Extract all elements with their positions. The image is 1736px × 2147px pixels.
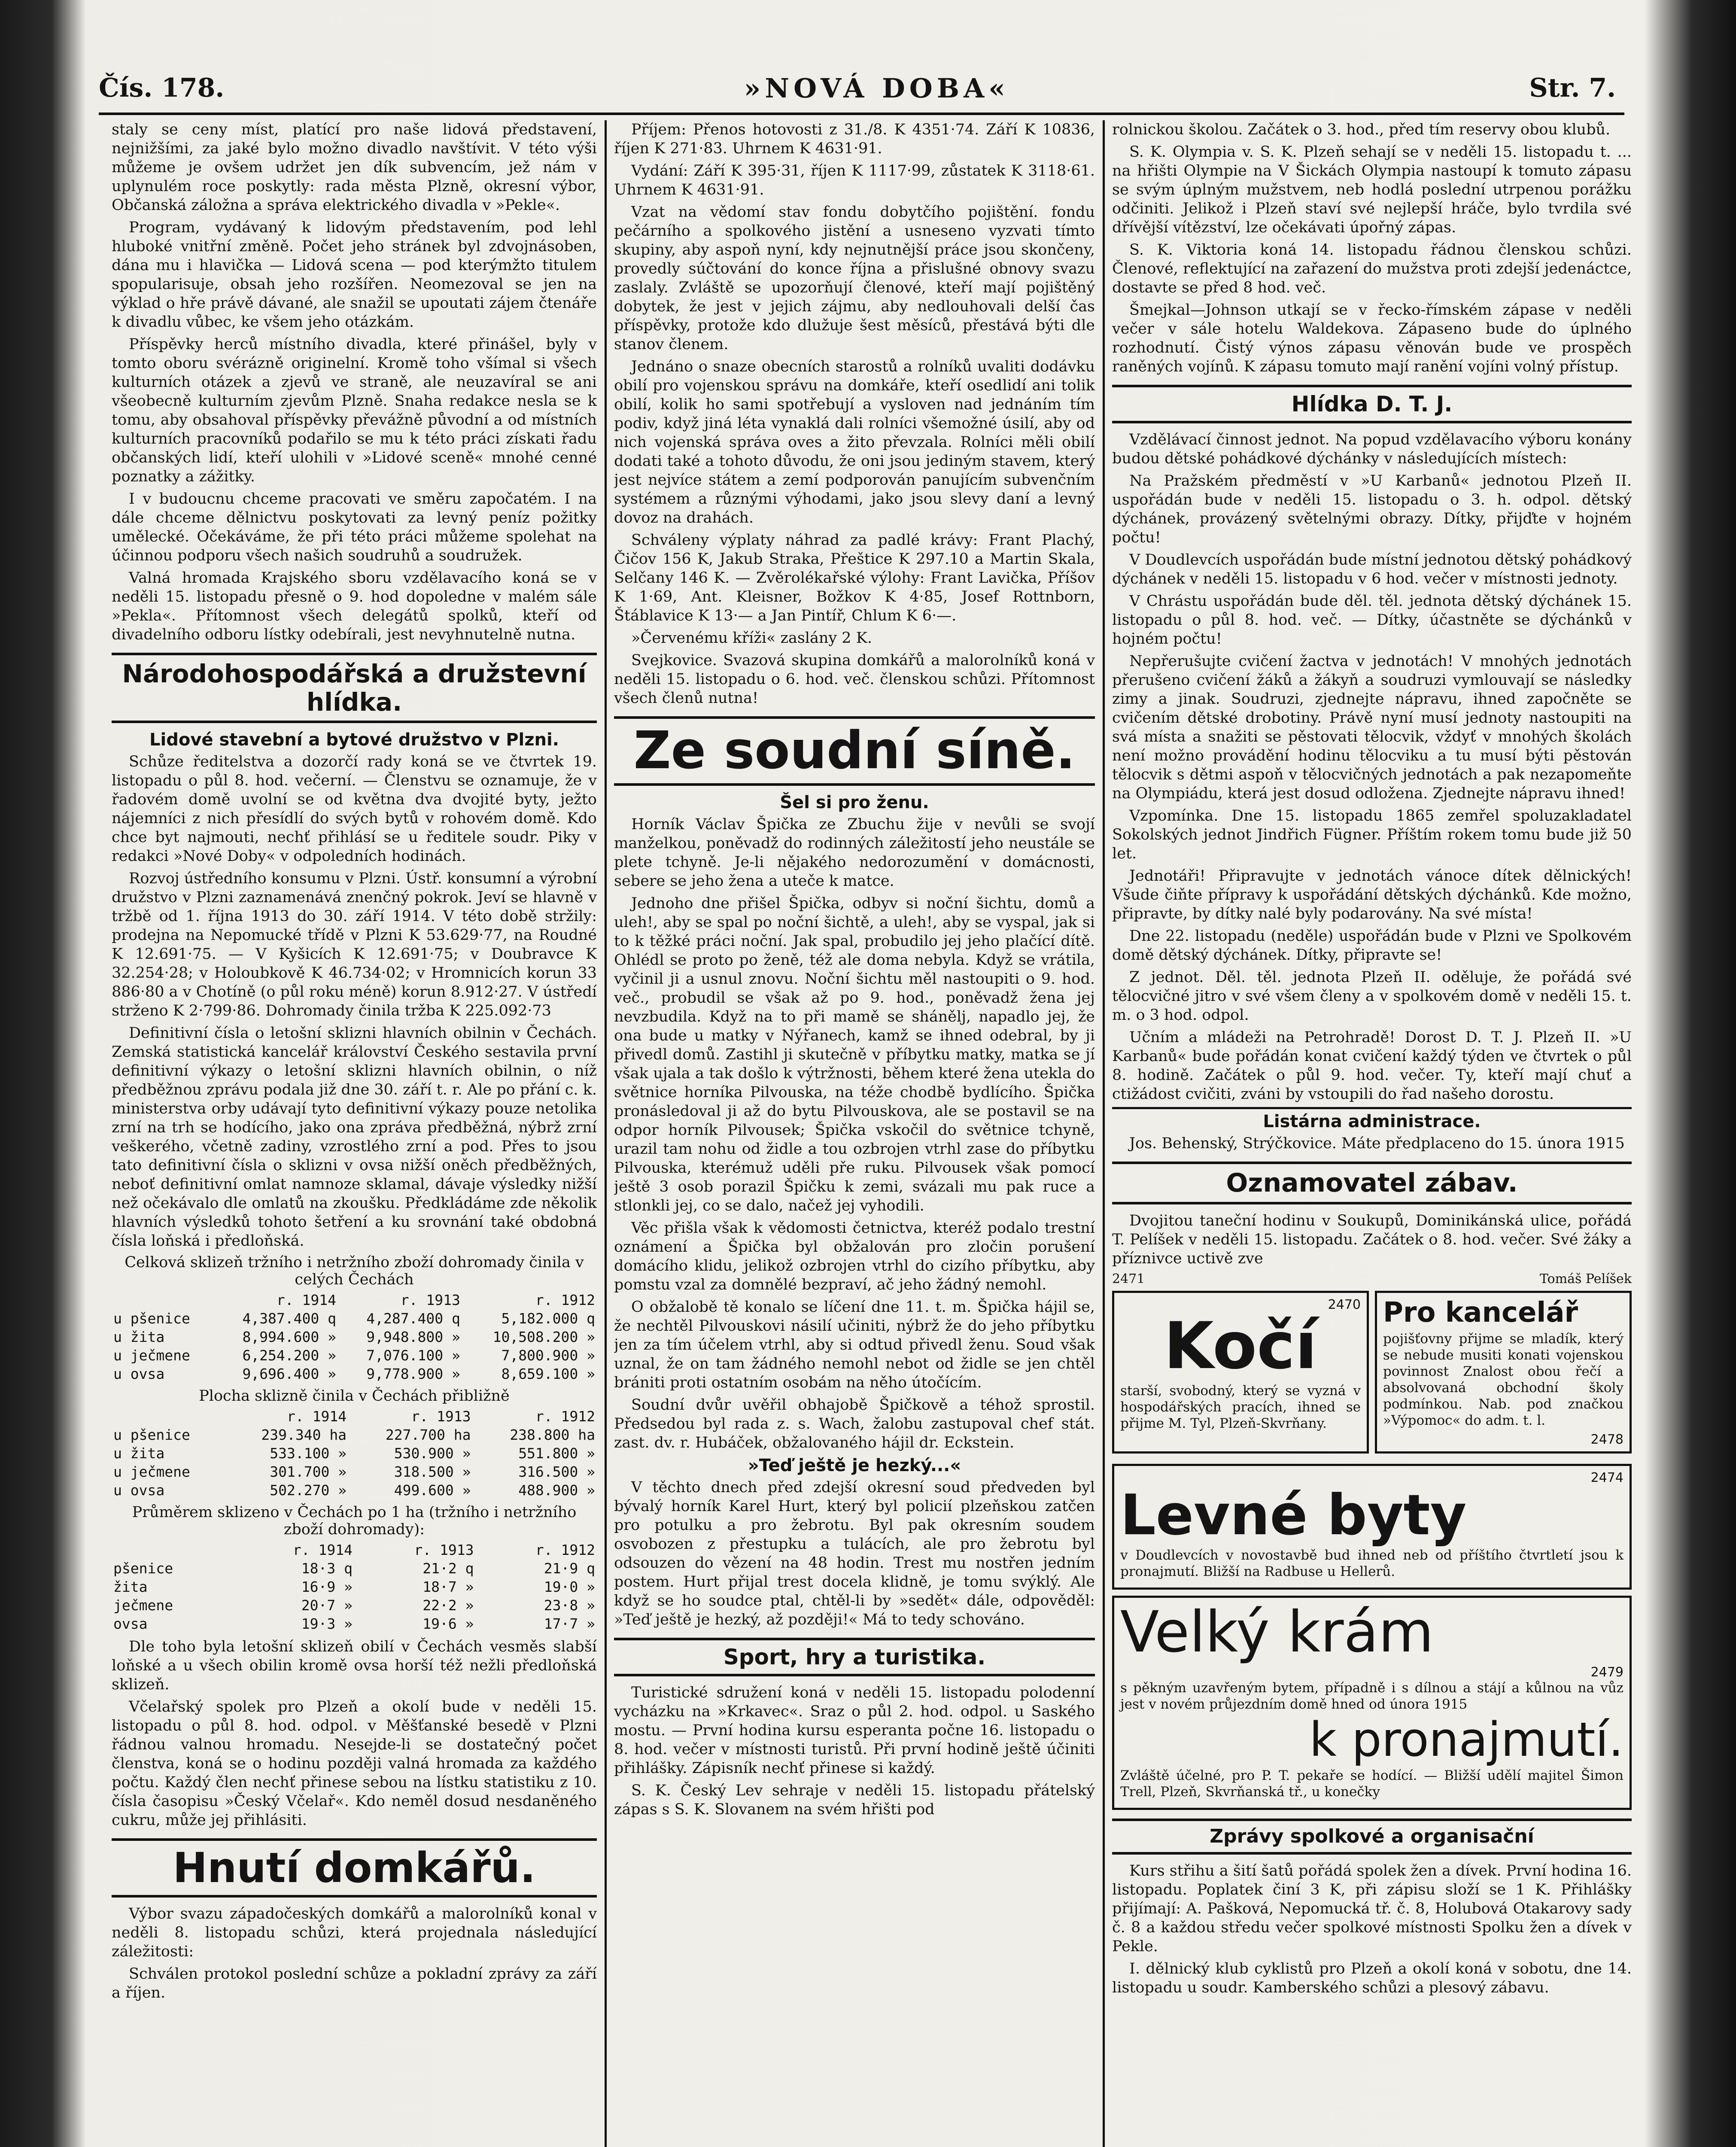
article-paragraph: Program, vydávaný k lidovým představením, pod lehl hluboké vnitřní změně. Počet jeho stránek byl zdvojnásoben, dána mu i hlavička — Lidová scena — pod kterýmžto titulem spopularisuje, obsah jeho rozšířen. Neomezoval se jen na výklad o hře právě dávané, ale snažil se upoutati zájem čtenáře k divadlu vůbec, ke všem jeho otázkám. (112, 219, 597, 331)
ad-number: 2478 (1590, 1432, 1624, 1447)
table-cell: r. 1914 (276, 1292, 336, 1308)
ad-signature: Tomáš Pelíšek (1539, 1271, 1632, 1286)
article-paragraph: Schválen protokol poslední schůze a pokladní zprávy za září a říjen. (112, 1965, 597, 2001)
article-paragraph: Včelařský spolek pro Plzeň a okolí bude v neděli 15. listopadu o půl 8. hod. odpol. v Měšťanské besedě v Plzni řádnou valnou hromadu. Nesejde-li se dostatečný počet členstva, koná se o hodinu později valná hromada za každého počtu. Každý člen nechť přinese sebou na lístku statistiku z 10. čísla časopisu »Český Včelař«. Kdo neměl dosud nesdaněného cukru, může jej přihlásiti. (112, 1698, 597, 1829)
table-cell: u ječmene (113, 1463, 190, 1480)
ad-title: Levné byty (1120, 1482, 1467, 1548)
table-cell: 16·9 » (301, 1578, 353, 1595)
table-cell: r. 1913 (400, 1292, 460, 1308)
article-paragraph: Šmejkal—Johnson utkají se v řecko-římském zápase v neděli večer v sále hotelu Waldekova. Zápaseno bude do úplného rozhodnutí. Čistý výnos zápasu věnován bude ve prospěch raněných vojínů. K zápasu tomuto mají ranění vojíni volný přístup. (1112, 301, 1632, 375)
table-row (112, 1463, 597, 1481)
table-cell: 10,508.200 » (493, 1329, 595, 1345)
column-divider-1 (605, 120, 607, 2147)
table-cell: u ovsa (113, 1482, 165, 1499)
table-cell: 21·2 q (423, 1560, 474, 1577)
article-paragraph: Učním a mládeži na Petrohradě! Dorost D. T. J. Plzeň II. »U Karbanů« bude pořádán konat cvičení každý týden ve čtvrtek o půl 8. hodině. Začátek o půl 9. hod. večer. Ty, kteří mají chuť a ctižádost cvičiti, zváni by vstoupili do řad našeho dorostu. (1112, 1029, 1632, 1103)
table-cell: 7,800.900 » (501, 1347, 595, 1364)
table-cell: 19·0 » (544, 1578, 595, 1595)
table-cell: 19·3 » (301, 1615, 353, 1632)
table-cell: ječmene (113, 1597, 173, 1614)
ad-title: Pro kancelář (1383, 1297, 1578, 1329)
table-cell: r. 1912 (535, 1408, 595, 1425)
ad-number: 2470 (1328, 1297, 1361, 1312)
table-cell: r. 1912 (535, 1542, 595, 1558)
table-cell: 4,387.400 q (242, 1310, 336, 1327)
article-paragraph: Výbor svazu západočeských domkářů a malorolníků konal v neděli 8. listopadu schůzi, která projednala následující záležitosti: (112, 1905, 597, 1960)
article-paragraph: Svejkovice. Svazová skupina domkářů a malorolníků koná v neděli 15. listopadu o 6. hod. več. členskou schůzi. Přítomnost všech členů nutna! (614, 652, 1095, 707)
article-paragraph: O obžalobě tě konalo se líčení dne 11. t. m. Špička hájil se, že nechtěl Pilvouskovi násilí učiniti, nýbrž že do jeho příbytku jen za tím účelem vtrhl, aby si odtud přivedl ženu. Soud však uznal, že on tam žádného nemohl nebot od židle se jen chtěl brániti proti ostatním osobám na něho útočícím. (614, 1299, 1095, 1391)
ad-text: s pěkným uzavřeným bytem, případně i s dílnou a stájí a kůlnou na vůz jest v novém průjezdním domě hned od února 1915 (1120, 1680, 1624, 1712)
table-cell: 6,254.200 » (242, 1347, 336, 1364)
article-paragraph: I v budoucnu chceme pracovati ve směru započatém. I na dále chceme dělnictvu poskytovati za levný peníz požitky umělecké. Očekáváme, že při této práci můžeme spolehat na účinnou podporu všech našich soudruhů a soudružek. (112, 490, 597, 564)
table-row (112, 1365, 597, 1383)
article-paragraph: Valná hromada Krajského sboru vzdělavacího koná se v neděli 15. listopadu přesně o 9. hod dopoledne v malém sále »Pekla«. Přítomnost všech delegátů spolků, kteří od divadelního odboru lístky odebírali, jest nevyhnutelně nutna. (112, 569, 597, 643)
table-cell: 9,778.900 » (366, 1365, 460, 1382)
table-title: Plocha sklizně činila v Čechách přibližně (199, 1387, 510, 1405)
table-cell: 318.500 » (394, 1463, 471, 1480)
article-paragraph: »Červenému kříži« zaslány 2 K. (631, 630, 872, 647)
article-paragraph: Dle toho byla letošní sklizeň obilí v Čechách vesměs slabší loňské a u všech obilin kromě ovsa horší též nežli předloňská sklizeň. (112, 1638, 597, 1693)
article-paragraph: Vzat na vědomí stav fondu dobytčího pojištění. fondu pečárního a spolkového jistění a usneseno vyzvati tímto skupiny, aby aspoň nyní, kdy nejnutnější práce jsou skončeny, provedly súčtování do konce října a přislušné obnovy svazu zaslaly. Zvláště se upozorňují členové, kteří mají pojištěný dobytek, že jest v jejich zájmu, aby nedlouhovali delší čas příspěvky, protože kdo dlužuje šest měsíců, přestává býti dle stanov členem. (614, 204, 1095, 353)
article-paragraph: Dne 22. listopadu (neděle) uspořádán bude v Plzni ve Spolkovém domě dětský dýchánek. Dítky, připravte se! (1112, 928, 1632, 964)
table-cell: 530.900 » (394, 1445, 471, 1462)
article-paragraph: Jednáno o snaze obecních starostů a rolníků uvaliti dodávku obilí pro vojenskou správu na domkáře, kteří osedlidí ani tolik obilí, kolik ho sami spotřebují a vysloven nad jednáním tím podiv, když jiná léta vynaklá dali rolníci všemožné úsilí, aby od nich vojenská správa oves a žito převzala. Rolníci měli obilí dodati také a tohoto důvodu, že oni jsou jediným stavem, který jest nejvíce státem a zemí podporován panujícím subvenčním systémem a různými výhodami, jako jsou slevy daní a levný dovoz na drahách. (614, 358, 1095, 526)
article-paragraph: Jos. Behenský, Strýčkovice. Máte předplaceno do 15. února 1915 (1129, 1135, 1625, 1152)
table-cell: 19·6 » (423, 1615, 474, 1632)
article-subheading: Lidové stavební a bytové družstvo v Plzni. (149, 730, 559, 750)
ad-levne-byty (1112, 1464, 1632, 1590)
table-cell: 23·8 » (544, 1597, 595, 1614)
article-paragraph: Horník Václav Špička ze Zbuchu žije v nevůli se svojí manželkou, poněvadž do rodinných záležitostí jeho neustále se plete tchyně. Je-li nějakého nedorozumění v domácnosti, sebere se jeho žena a uteče k matce. (614, 816, 1095, 890)
ad-footer (1112, 1271, 1632, 1286)
ads-row (1112, 1286, 1632, 1458)
table-row (112, 1328, 597, 1346)
article-paragraph: S. K. Český Lev sehraje v neděli 15. listopadu přátelský zápas s S. K. Slovanem na svém hřišti pod (614, 1782, 1095, 1818)
table-cell (112, 1291, 214, 1309)
article-paragraph: S. K. Viktoria koná 14. listopadu řádnou členskou schůzi. Členové, reflektující na zařazení do mužstva proti zdejší jedenáctce, dostavte se před 8 hod. več. (1112, 241, 1632, 296)
article-paragraph: Nepřerušujte cvičení žactva v jednotách! V mnohých jednotách přerušeno cvičení žáků a žákyň a soudruzi vymlouvají se následky zimy a jinak. Soudruzi, zjednejte nápravu, ihned započněte se cvičením dětské drobotiny. Právě nyní musí jednoty nastoupiti na svá místa a snažiti se pěstovati tělocvik, vždyť v mnohých školách není možno provádění hodinu tělocviku a tu musí býti pěstován tělocvik s dětmi aspoň v tělocvičných jednotách a pak nezapomeňte na Olympiádu, která jest dosud odložena. Zjednejte nápravu ihned! (1112, 653, 1632, 802)
table-cell: 5,182.000 q (501, 1310, 595, 1327)
column-1 (112, 120, 597, 2147)
ad-text: v Doudlevcích v novostavbě bud ihned neb od příštího čtvrtletí jsou k pronajmutí. Bližší na Radbuse u Hellerů. (1120, 1548, 1624, 1579)
header-rule (99, 113, 1624, 115)
table-cell: r. 1912 (535, 1292, 595, 1308)
section-heading-court: Ze soudní síně. (614, 716, 1095, 786)
table-cell: r. 1914 (292, 1542, 353, 1558)
section-heading-listarna: Listárna administrace. (1112, 1107, 1632, 1131)
table-cell: u ječmene (113, 1347, 190, 1364)
article-paragraph: Soudní dvůr uvěřil obhajobě Špičkově a téhož sprostil. Předsedou byl rada z. s. Wach, žalobu zastupoval chef stát. zast. dv. r. Hubáček, obžalovaného hájil dr. Eckstein. (614, 1396, 1095, 1451)
table-title: Průměrem sklizeno v Čechách po 1 ha (tržního i netržního zboží dohromady): (132, 1504, 577, 1538)
table-cell: r. 1913 (411, 1408, 471, 1425)
article-paragraph: Turistické sdružení koná v neděli 15. listopadu polodenní vycházku na »Krkavec«. Sraz o půl 2. hod. odpol. u Saského mostu. — První hodina kursu esperanta počne 16. listopadu o 8. hod. večer v místnosti turistů. Při první hodině ještě účiniti přihlášky. Zápisník nechť přinese si každý. (614, 1684, 1095, 1777)
ad-number: 2471 (1112, 1271, 1145, 1286)
article-subheading: »Teď ještě je hezký...« (748, 1456, 961, 1475)
table-cell: 502.270 » (270, 1482, 347, 1499)
article-paragraph: Jednotáři! Připravujte v jednotách vánoce dítek dělnických! Všude čiňte přípravy k uspořádání dětských dýchánků. Kde možno, připravte, by dítky nalé byly podarovány. Na své místa! (1112, 867, 1632, 922)
article-paragraph: Rozvoj ústředního konsumu v Plzni. Ústř. konsumní a výrobní družstvo v Plzni zaznamenává znenčný pokrok. Jeví se hlavně v tržbě od 1. října 1913 do 30. září 1914. V této době stržily: prodejna na Nepomucké třídě v Plzni K 53.629·77, na Roudné K 12.691·75. — V Kyšicích K 12.691·75; v Doubravce K 32.254·28; v Holoubkově K 46.734·02; v Hromnicích korun 33 886·80 a v Chotíně (o půl roku méně) korun 8.912·27. V ústředí strženo K 2·799·86. Dohromady činila tržba K 225.092·73 (112, 870, 597, 1019)
table-cell: 499.600 » (394, 1482, 471, 1499)
section-heading-economy: Národohospodářská a družstevní hlídka. (112, 653, 597, 723)
section-heading-zabavy: Oznamovatel zábav. (1112, 1162, 1632, 1204)
ad-text: pojišťovny přijme se mladík, který se nebude musiti konati vojenskou povinnost Znalost obou řečí a absolvovaná obchodní školy podmínkou. Nab. pod značkou »Výpomoc« do adm. t. l. (1383, 1331, 1624, 1428)
table-cell: 488.900 » (518, 1482, 595, 1499)
table-cell: u žita (113, 1445, 165, 1462)
harvest-area-table (112, 1407, 597, 1499)
issue-number: Čís. 178. (99, 73, 225, 103)
table-cell: 18·3 q (301, 1560, 353, 1577)
ad-koci (1112, 1291, 1369, 1454)
article-subheading: Šel si pro ženu. (780, 793, 929, 812)
column-2 (614, 120, 1095, 2147)
article-paragraph: S. K. Olympia v. S. K. Plzeň sehají se v neděli 15. listopadu t. ... na hřišti Olympie na V Šickách Olympia nastoupí k tomuto zápasu se svým úplným mužstvem, neb hodlá poslední utrpenou porážku odčiniti. Jelikož i Plzeň staví své nejlepší hráče, bylo tvrdila své dřívější vítězství, lze očekávati úpořný zápas. (1112, 143, 1632, 236)
ad-kancelar (1375, 1291, 1632, 1454)
column-divider-2 (1103, 120, 1105, 2147)
table-cell: 316.500 » (518, 1463, 595, 1480)
section-heading-dtj: Hlídka D. T. J. (1112, 385, 1632, 423)
table-cell: 533.100 » (270, 1445, 347, 1462)
article-paragraph: Schváleny výplaty náhrad za padlé krávy: Frant Plachý, Čičov 156 K, Jakub Straka, Přeštice K 297.10 a Martin Skala, Selčany 146 K. — Zvěrolékařské výlohy: Frant Lavička, Příšov K 1·69, Ant. Kleisner, Božkov K 4·85, Josef Rottnborn, Štáblavice K 13·— a Jan Pintíř, Chlum K 6·—. (614, 532, 1095, 624)
article-paragraph: Jednoho dne přišel Špička, odbyv si noční šichtu, domů a uleh!, aby se spal po noční šichtě, a uleh!, aby se vyspal, jak si to k těžké práci noční. Jak spal, probudilo jej jeho plačící dítě. Ohlédl se proto po ženě, též ale doma nebyla. Když se vrátila, vyčinil ji a usnul znovu. Noční šichtu měl nastoupiti o 9. hod. več., probudil se však až po 9. hod., poněvadž žena jej nevzbudila. Když na to při mamě se shánělj, napadlo jej, že ona bude u matky v Nýřanech, kamž se ihned odebral, by ji přivedl domů. Zastihl ji skutečně v příbytku matky, matka se jí však ujala a tak došlo k výtržnosti, během které žena utekla do světnice horníka Pilvouska, na téže chodbě bydlícího. Špička pronásledoval ji až do bytu Pilvouskova, ale se postavil se na odpor horník Pilvousek; Špička vskočil do světnice tchyně, urazil tam nohu od židle a tou ozbrojen vtrhl zase do příbytku Pilvouska, kterémuž uděli pře ruku. Pilvousek však pomocí ještě 3 osob porazil Špičku k zemi, svázali mu pak ruce a stlonkli jej, co se dalo, načež jej vyhodili. (614, 895, 1095, 1214)
newspaper-title: »NOVÁ DOBA« (744, 72, 1010, 104)
article-paragraph: Věc přišla však k vědomosti četnictva, kteréž podalo trestní oznámení a Špička byl obžalován pro zločin porušení domácího klidu, jelikož ozbrojen vtrhl do cizího příbytku, aby pomstu vzal za domnělé bezpraví, ač jeho žádný nemohl. (614, 1219, 1095, 1293)
article-paragraph: V Chrástu uspořádán bude děl. těl. jednota dětský dýchánek 15. listopadu o půl 8. hod. več. — Dítky, účastněte se dýchánků v hojném počtu! (1112, 593, 1632, 648)
article-paragraph: Na Pražském předměstí v »U Karbanů« jednotou Plzeň II. uspořádán bude v neděli 15. listopadu o 3. h. odpol. dětský dýchánek, provázený světelnými obrazy. Dítky, přijďte v hojném počtu! (1112, 472, 1632, 546)
section-heading-spolkove: Zprávy spolkové a organisační (1112, 1819, 1632, 1855)
page-header (99, 64, 1616, 112)
article-paragraph: V těchto dnech před zdejší okresní soud předveden byl bývalý horník Karel Hurt, který byl policií plzeňskou zatčen pro potulku a pro žebrotu. Byl pak okresním soudem osvobozen z přestupku a tulácích, ale pro žebrotu byl odsouzen do vězení na 48 hodin. Trest mu nostřen jedním postem. Hurt přijal trest docela klidně, je tomu svýklý. Ale když se ho soudce ptal, chtěl-li by »sedět« dále, odpověděl: »Teď ještě je hezký, až později!« Má to tedy schováno. (614, 1479, 1095, 1628)
article-paragraph: Dvojitou taneční hodinu v Soukupů, Dominikánská ulice, pořádá T. Pelíšek v neděli 15. listopadu. Začátek o 8. hod. večer. Své žáky a příznivce uctivě zve (1112, 1212, 1632, 1267)
table-cell: 239.340 ha (261, 1426, 347, 1443)
table-header-row (112, 1291, 597, 1309)
article-paragraph: Příjem: Přenos hotovosti z 31./8. K 4351·74. Září K 10836, říjen K 271·83. Uhrnem K 4631·91. (614, 121, 1095, 157)
article-paragraph: Vydání: Září K 395·31, říjen K 1117·99, zůstatek K 3118·61. Uhrnem K 4631·91. (614, 162, 1095, 198)
table-cell (112, 1541, 233, 1559)
table-cell: u pšenice (113, 1310, 190, 1327)
ad-text: Zvláště účelné, pro P. T. pekaře se hodící. — Bližší udělí majitel Šimon Trell, Plzeň, Skvrňanská tř., u konečky (1120, 1768, 1624, 1800)
table-row (112, 1559, 597, 1578)
table-cell: ovsa (113, 1615, 148, 1632)
table-cell: 22·2 » (423, 1597, 474, 1614)
table-row (112, 1444, 597, 1463)
table-cell: u ovsa (113, 1365, 165, 1382)
table-title: Celková sklizeň tržního i netržního zboží dohromady činila v celých Čechách (125, 1254, 584, 1288)
ad-title: Velký krám (1120, 1599, 1434, 1665)
article-paragraph: V Doudlevcích uspořádán bude místní jednotou dětský pohádkový dýchánek v neděli 15. listopadu v 6 hod. večer v místnosti jednoty. (1112, 551, 1632, 587)
table-cell: 17·7 » (544, 1615, 595, 1632)
table-cell: 8,994.600 » (242, 1329, 336, 1345)
table-cell: 227.700 ha (385, 1426, 471, 1443)
table-cell: pšenice (113, 1560, 173, 1577)
table-header-row (112, 1541, 597, 1559)
table-cell: 18·7 » (423, 1578, 474, 1595)
ad-number: 2474 (1590, 1470, 1624, 1485)
article-paragraph: Příspěvky herců místního divadla, které přinášel, byly v tomto oboru svérázně originelní. Kromě toho všímal si všech kulturních otázek a zjevů ve straně, ale neuzavíral se ani všeobecně kulturním zjevům Plzně. Snaha redakce nesla se k tomu, aby obsahoval příspěvky převážně původní a od místních kulturních pracovníků podařilo se mu k této práci získati řadu občanských lidí, kteří ulohili v »Lidové sceně« mnohé cenné poznatky a zážitky. (112, 336, 597, 485)
ad-title: Kočí (1164, 1309, 1317, 1384)
harvest-yield-table (112, 1541, 597, 1633)
table-row (112, 1615, 597, 1633)
table-cell: 238.800 ha (510, 1426, 595, 1443)
ad-subtitle: k pronajmutí. (1309, 1712, 1624, 1767)
article-paragraph: Z jednot. Děl. těl. jednota Plzeň II. oděluje, že pořádá své tělocvičné jitro v své všem členy a v spolkovém domě v neděli 15. t. m. o 3 hod. odpol. (1112, 969, 1632, 1024)
article-paragraph: rolnickou školou. Začátek o 3. hod., před tím reservy obou klubů. (1112, 121, 1611, 138)
table-cell (112, 1407, 224, 1426)
table-cell: 7,076.100 » (366, 1347, 460, 1364)
table-row (112, 1578, 597, 1596)
column-3 (1112, 120, 1632, 2147)
section-heading-sport: Sport, hry a turistika. (614, 1638, 1095, 1676)
article-paragraph: Vzpomínka. Dne 15. listopadu 1865 zemřel spoluzakladatel Sokolských jednot Jindřich Fügner. Příštím rokem tomu bude již 50 let. (1112, 807, 1632, 862)
table-cell: 4,287.400 q (366, 1310, 460, 1327)
table-cell: r. 1914 (286, 1408, 347, 1425)
article-paragraph: Definitivní čísla o letošní sklizni hlavních obilnin v Čechách. Zemská statistická kancelář království Českého sestavila první definitivní výkazy o letošní sklizni hlavních obilnin, o níž předběžnou zprávu podala již dne 30. září t. r. Ale po přání c. k. ministerstva orby udávají tyto definitivní výkazy pouze netolika zrní na trh se hodícího, jako ona zpráva předběžná, nýbrž zrní veškerého, včetně zadiny, vzrostlého zrní a pod. Přes to jsou tato definitivní čísla o sklizni v ovsa nižší oněch předběžných, neboť definitivní omlat namnoze sklamal, dávaje výsledky nižší než očekávalo dle omlatů na zkoušku. Předkládáme zde několik hlavních výsledků tohoto šetření a ku srovnání také obdobná čísla loňská i předloňská. (112, 1025, 597, 1250)
table-cell: 8,659.100 » (501, 1365, 595, 1382)
table-cell: 20·7 » (301, 1597, 353, 1614)
ad-velky-kram (1112, 1596, 1632, 1810)
table-cell: 9,948.800 » (366, 1329, 460, 1345)
section-heading-domkari: Hnutí domkářů. (112, 1838, 597, 1898)
ad-text: starší, svobodný, který se vyzná v hospodářských pracích, ihned se přijme M. Tyl, Plzeň-Skvrňany. (1120, 1383, 1361, 1431)
table-cell: 21·9 q (544, 1560, 595, 1577)
table-cell: žita (113, 1578, 148, 1595)
table-row (112, 1481, 597, 1499)
table-cell: u žita (113, 1329, 165, 1345)
table-cell: 301.700 » (270, 1463, 347, 1480)
article-paragraph: Schůze ředitelstva a dozorčí rady koná se ve čtvrtek 19. listopadu o půl 8. hod. večerní. — Členstvu se oznamuje, že v řadovém domě uvolní se od května dva dvojité byty, ježto nájemníci z nich přesídlí do svých bytů v rohovém domě. Kdo chce byt najmouti, nechť přihlásí se u ředitele soudr. Piky v redakci »Nové Doby« v odpoledních hodinách. (112, 753, 597, 865)
table-row (112, 1309, 597, 1328)
table-cell: 9,696.400 » (242, 1365, 336, 1382)
harvest-total-table (112, 1291, 597, 1383)
table-cell: u pšenice (113, 1426, 190, 1443)
table-row (112, 1596, 597, 1615)
article-paragraph: Kurs střihu a šití šatů pořádá spolek žen a dívek. První hodina 16. listopadu. Poplatek činí 3 K, při zápisu složí se 1 K. Přihlášky přijímají: A. Pašková, Nepomucká tř. č. 8, Holubová Otakarovy sady č. 8 a každou středu večer spolkové místnosti Spolku žen a dívek v Pekle. (1112, 1862, 1632, 1955)
article-paragraph: Vzdělávací činnost jednot. Na popud vzdělavacího výboru konány budou dětské pohádkové dýchánky v následujících místech: (1112, 431, 1632, 467)
table-cell: r. 1913 (414, 1542, 474, 1558)
table-cell: 551.800 » (518, 1445, 595, 1462)
article-paragraph: staly se ceny míst, platící pro naše lidová představení, nejnižšími, za jaké bylo možno divadlo navštívit. V této výši můžeme je ovšem udržet jen dík subvencím, jež nám v uplynulém roce poskytly: rada města Plzně, okresní výbor, Občanská záložna a správa elektrického divadla v »Pekle«. (112, 121, 597, 214)
article-paragraph: I. dělnický klub cyklistů pro Plzeň a okolí koná v sobotu, dne 14. listopadu u soudr. Kamberského schůzi a plesový zábavu. (1112, 1960, 1632, 1996)
page-number: Str. 7. (1529, 73, 1616, 103)
table-row (112, 1346, 597, 1365)
table-header-row (112, 1407, 597, 1426)
ad-number: 2479 (1590, 1665, 1624, 1680)
table-row (112, 1426, 597, 1444)
